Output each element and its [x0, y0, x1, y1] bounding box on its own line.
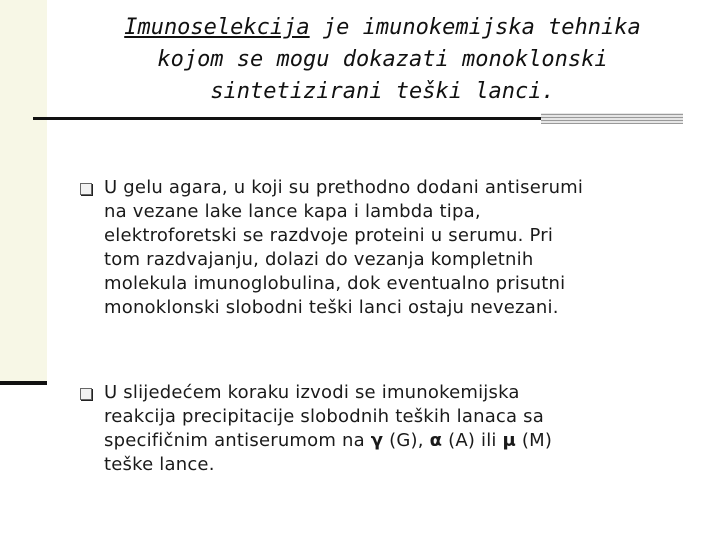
- slide-title: [55, 12, 710, 108]
- title-divider-accent: [541, 113, 683, 124]
- bullet-square-icon: [80, 183, 92, 195]
- title-divider: [33, 117, 541, 120]
- title-rest: je imunokemijska tehnika kojom se mogu dokazati monoklonski sintetizirani teški lanci.: [157, 15, 641, 104]
- bullet-2-text-start: U slijedećem koraku izvodi se imunokemijska reakcija precipitacije slobodnih teških lanaca sa specifičnim antiserumom na: [104, 382, 544, 451]
- left-decorative-band: [0, 0, 47, 385]
- mu-symbol: μ: [502, 430, 516, 451]
- mu-label: (M) teške lance.: [104, 430, 553, 475]
- alpha-symbol: α: [429, 430, 443, 451]
- gamma-label: (G),: [383, 430, 430, 451]
- title-underlined-word: Imunoselekcija: [124, 15, 310, 40]
- alpha-label: (A) ili: [442, 430, 503, 451]
- bullet-text-1: U gelu agara, u koji su prethodno dodani antiserumi na vezane lake lance kapa i lambda tipa, elektroforetski se razdvoje proteini u serumu. Pri tom razdvajanju, dolazi do vezanja kompletnih molekula imunoglobulina, dok eventualno prisutni monoklonski slobodni teški lanci ostaju nevezani.: [104, 177, 584, 318]
- bullet-text-2: [104, 381, 704, 477]
- gamma-symbol: γ: [370, 430, 384, 451]
- bullet-square-icon: [80, 388, 92, 400]
- left-band-rule: [0, 381, 47, 385]
